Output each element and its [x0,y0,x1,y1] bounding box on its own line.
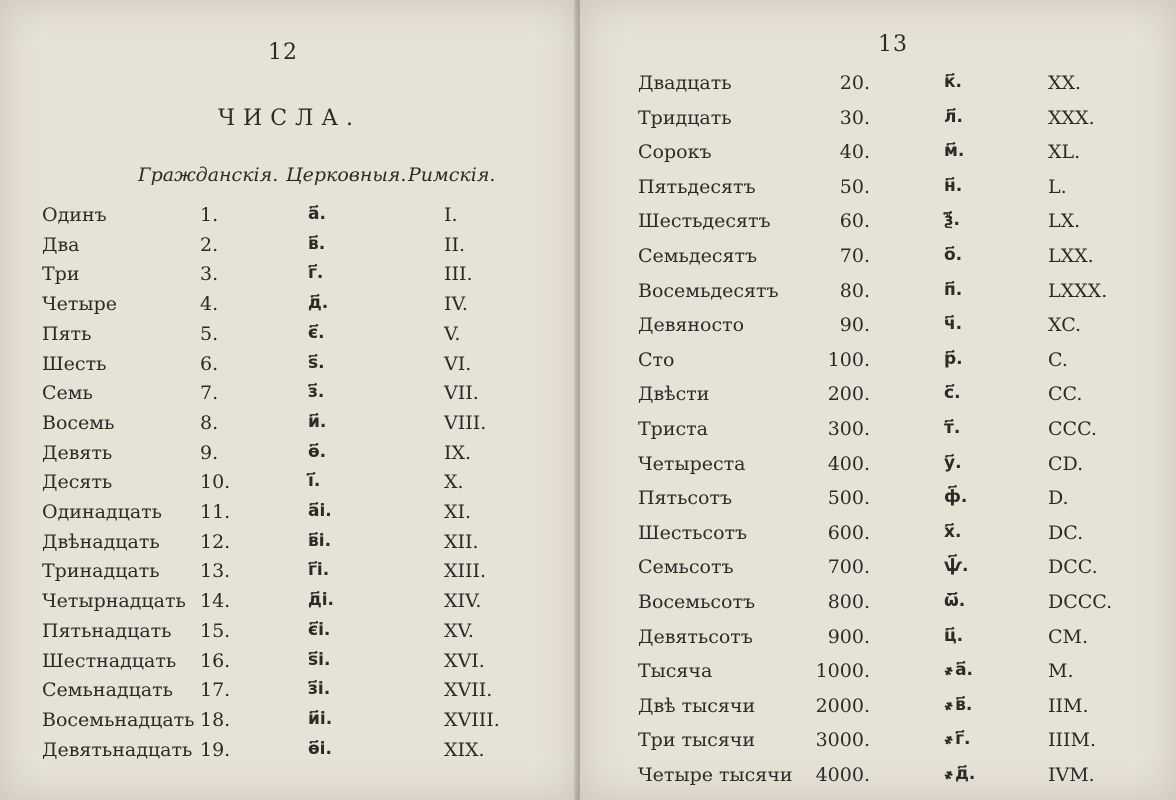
arabic-numeral: 11. [200,501,231,523]
roman-numeral: XL. [1048,141,1081,164]
church-numeral: і҃. [308,471,321,492]
number-name: Одинадцать [42,501,163,523]
roman-numeral: M. [1048,660,1074,683]
church-numeral: в҃. [308,233,326,254]
number-name: Двѣнадцать [42,530,160,553]
arabic-numeral: 20. [839,72,870,94]
church-numeral: з҃. [308,382,325,403]
church-numeral: ѿ҃. [944,591,966,611]
number-name: Девятьсотъ [638,625,753,648]
arabic-numeral: 2000. [815,694,870,717]
number-name: Тринадцать [42,560,160,583]
arabic-numeral: 8. [200,411,219,434]
number-name: Пятьдесятъ [638,175,756,198]
table-row [580,107,1176,143]
church-numeral: є҃. [308,322,325,343]
roman-numeral: LX. [1048,210,1081,233]
roman-numeral: XV. [444,619,474,642]
roman-numeral: DC. [1048,521,1084,544]
number-name: Четыреста [638,452,746,475]
page-number: 12 [268,40,298,65]
church-numeral: ѱ҃. [944,556,969,577]
roman-numeral: XXX. [1048,106,1095,129]
table-row [580,487,1176,523]
right-page [580,0,1176,800]
church-numeral: ѳ҃. [308,441,327,462]
church-numeral: м҃. [944,141,965,162]
church-numeral: к҃. [944,72,962,92]
church-numeral: л҃. [944,106,963,127]
number-name: Восемьдесятъ [638,279,779,302]
roman-numeral: XC. [1048,314,1082,337]
table-row [580,280,1176,316]
church-numeral: о҃. [944,245,963,265]
arabic-numeral: 6. [200,352,219,375]
number-name: Одинъ [42,204,107,226]
number-name: Три тысячи [638,729,756,752]
table-row [580,626,1176,662]
roman-numeral: LXX. [1048,245,1094,267]
arabic-numeral: 12. [200,530,231,553]
number-name: Тридцать [638,106,732,129]
church-numeral: р҃. [944,348,963,369]
roman-numeral: XIII. [444,560,487,583]
table-row [580,556,1176,592]
church-numeral: а҃. [308,204,326,224]
roman-numeral: IIIM. [1048,729,1097,752]
church-numeral: ѕ҃. [308,352,325,373]
number-name: Тысяча [638,660,713,683]
table-row [580,660,1176,696]
number-name: Пятьнадцать [42,619,172,642]
arabic-numeral: 800. [827,591,870,613]
arabic-numeral: 9. [200,441,219,464]
left-page [0,0,578,800]
header-church: Церковныя. [286,164,407,186]
roman-numeral: DCC. [1048,556,1098,579]
table-row [580,764,1176,800]
table-row [0,739,578,775]
number-name: Четыре [42,293,117,316]
table-row [580,314,1176,350]
table-row [580,591,1176,627]
number-name: Триста [638,418,708,440]
church-numeral: с҃. [944,383,961,404]
table-row [580,383,1176,419]
church-numeral: п҃. [944,279,963,300]
number-name: Семь [42,382,93,405]
church-numeral: д҃і. [308,590,335,611]
arabic-numeral: 60. [839,210,870,233]
arabic-numeral: 18. [200,708,231,731]
arabic-numeral: 200. [827,383,870,406]
number-name: Пять [42,322,92,345]
arabic-numeral: 80. [839,279,870,302]
church-numeral: ѕ҃і. [308,649,331,670]
arabic-numeral: 500. [827,487,870,510]
roman-numeral: CD. [1048,452,1084,475]
arabic-numeral: 14. [200,590,231,613]
number-name: Восемьсотъ [638,591,756,613]
arabic-numeral: 16. [200,649,231,672]
table-row [580,141,1176,177]
arabic-numeral: 4000. [815,764,870,786]
arabic-numeral: 400. [827,452,870,475]
arabic-numeral: 900. [827,625,870,648]
number-name: Девять [42,441,113,464]
church-numeral: ҂д҃. [944,764,976,784]
number-name: Девяносто [638,314,745,337]
roman-numeral: XVII. [444,679,493,702]
number-name: Восемь [42,411,115,434]
church-numeral: и҃і. [308,708,333,729]
number-name: Семьсотъ [638,556,734,579]
roman-numeral: XIV. [444,590,482,613]
roman-numeral: XII. [444,530,479,553]
arabic-numeral: 30. [839,106,870,129]
table-row [580,176,1176,212]
arabic-numeral: 2. [200,233,219,256]
table-row [580,418,1176,454]
church-numeral: є҃і. [308,619,331,640]
number-name: Шестьдесятъ [638,210,771,233]
arabic-numeral: 5. [200,322,219,345]
roman-numeral: CM. [1048,625,1089,648]
church-numeral: г҃. [308,263,324,284]
table-row [580,349,1176,385]
table-row [580,729,1176,765]
arabic-numeral: 19. [200,738,231,761]
roman-numeral: V. [444,322,461,345]
roman-numeral: VI. [444,352,472,375]
roman-numeral: DCCC. [1048,591,1113,613]
roman-numeral: I. [444,204,458,226]
arabic-numeral: 70. [839,245,870,267]
roman-numeral: D. [1048,487,1069,510]
number-name: Сто [638,348,675,371]
table-row [580,453,1176,489]
church-numeral: ҂г҃. [944,729,971,750]
arabic-numeral: 1000. [815,660,870,683]
number-name: Четыре тысячи [638,764,793,786]
roman-numeral: III. [444,263,473,286]
arabic-numeral: 90. [839,314,870,337]
church-numeral: ҂в҃. [944,694,973,715]
church-numeral: в҃і. [308,530,332,551]
roman-numeral: XX. [1048,72,1082,94]
arabic-numeral: 300. [827,418,870,440]
church-numeral: ф҃. [944,487,968,508]
roman-numeral: CC. [1048,383,1083,406]
number-name: Двѣ тысячи [638,694,756,717]
roman-numeral: IIM. [1048,694,1089,717]
page-title: ЧИСЛА. [218,106,362,131]
number-name: Восемьнадцать [42,708,195,731]
roman-numeral: VIII. [444,411,487,434]
church-numeral: х҃. [944,521,962,542]
arabic-numeral: 40. [839,141,870,164]
table-row [580,72,1176,108]
roman-numeral: C. [1048,348,1068,371]
table-row [580,210,1176,246]
church-numeral: а҃і. [308,501,332,521]
arabic-numeral: 13. [200,560,231,583]
number-name: Двадцать [638,72,732,94]
roman-numeral: L. [1048,175,1067,198]
arabic-numeral: 50. [839,175,870,198]
number-name: Пятьсотъ [638,487,733,510]
roman-numeral: IVM. [1048,764,1095,786]
church-numeral: ѳ҃і. [308,738,332,759]
roman-numeral: IV. [444,293,468,316]
church-numeral: ѯ҃. [944,210,960,231]
table-row [580,695,1176,731]
number-name: Сорокъ [638,141,712,164]
number-name: Шестнадцать [42,649,177,672]
number-name: Четырнадцать [42,590,186,613]
number-name: Десять [42,471,113,494]
arabic-numeral: 17. [200,679,231,702]
roman-numeral: XIX. [444,738,485,761]
church-numeral: г҃і. [308,560,330,581]
table-row [580,522,1176,558]
church-numeral: т҃. [944,418,961,438]
header-civil: Гражданскія. [138,164,279,186]
number-name: Три [42,263,80,286]
church-numeral: и҃. [308,411,327,432]
header-roman: Римскія. [408,164,496,186]
number-name: Семьдесятъ [638,245,758,267]
church-numeral: ц҃. [944,625,964,646]
arabic-numeral: 100. [827,348,870,371]
arabic-numeral: 700. [827,556,870,579]
table-row [580,245,1176,281]
number-name: Семьнадцать [42,679,173,702]
arabic-numeral: 600. [827,521,870,544]
roman-numeral: LXXX. [1048,279,1108,302]
roman-numeral: X. [444,471,464,494]
church-numeral: з҃і. [308,679,331,700]
church-numeral: ҂а҃. [944,660,974,681]
arabic-numeral: 7. [200,382,219,405]
church-numeral: д҃. [308,293,329,314]
church-numeral: у҃. [944,452,962,473]
number-name: Двѣсти [638,383,710,406]
roman-numeral: XVI. [444,649,485,672]
arabic-numeral: 3. [200,263,219,286]
number-name: Шесть [42,352,107,375]
arabic-numeral: 10. [200,471,231,494]
number-name: Шестьсотъ [638,521,748,544]
roman-numeral: CCC. [1048,418,1097,440]
number-name: Девятьнадцать [42,738,193,761]
arabic-numeral: 15. [200,619,231,642]
number-name: Два [42,233,80,256]
arabic-numeral: 1. [200,204,219,226]
arabic-numeral: 3000. [815,729,870,752]
arabic-numeral: 4. [200,293,219,316]
page-number: 13 [878,32,908,57]
roman-numeral: IX. [444,441,472,464]
roman-numeral: VII. [444,382,479,405]
roman-numeral: XI. [444,501,472,523]
church-numeral: ч҃. [944,314,963,335]
church-numeral: н҃. [944,175,963,196]
roman-numeral: II. [444,233,466,256]
roman-numeral: XVIII. [444,708,500,731]
